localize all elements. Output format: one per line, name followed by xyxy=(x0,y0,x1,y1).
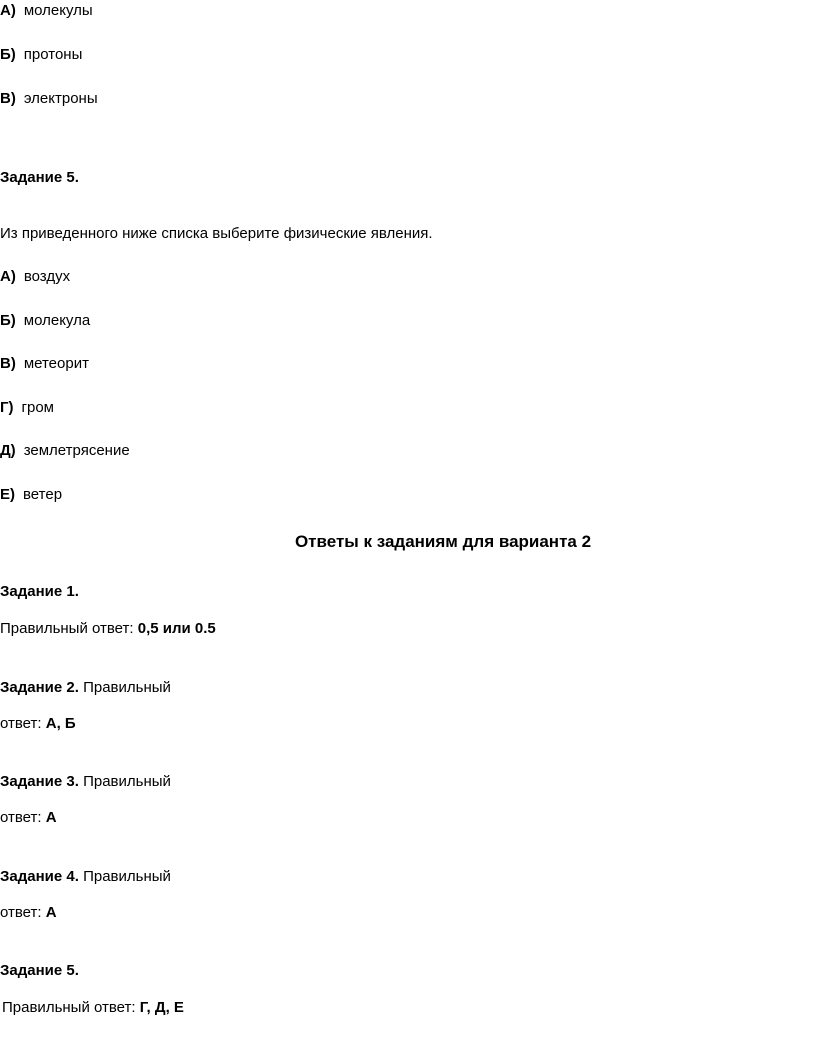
answer5-line xyxy=(2,998,184,1018)
answer-value: Г, Д, Е xyxy=(139,999,184,1016)
option-letter: В) xyxy=(0,90,16,107)
answer-label: Правильный xyxy=(83,679,171,696)
answer4-line2 xyxy=(0,903,57,923)
option-letter: В) xyxy=(0,355,16,372)
option-text: молекулы xyxy=(23,2,93,19)
answer1-line xyxy=(0,619,216,639)
answer4-line1 xyxy=(0,867,171,887)
answer3-line1 xyxy=(0,772,171,792)
option-text: метеорит xyxy=(23,355,89,372)
answer-value: А xyxy=(45,904,57,921)
answer-label: ответ: xyxy=(0,904,42,921)
answer-label: Правильный xyxy=(83,773,171,790)
task5-question: Из приведенного ниже списка выберите физические явления. xyxy=(0,225,433,242)
answer-label: ответ: xyxy=(0,715,42,732)
answer-label: Правильный ответ: xyxy=(2,999,136,1016)
q4-option-a xyxy=(0,1,93,21)
option-text: землетрясение xyxy=(23,442,130,459)
task5-heading: Задание 5. xyxy=(0,169,79,186)
option-text: молекула xyxy=(23,312,91,329)
task5-option-c xyxy=(0,354,89,374)
task5-option-e xyxy=(0,441,130,461)
answer-label: ответ: xyxy=(0,809,42,826)
answer-label: Правильный ответ: xyxy=(0,620,134,637)
option-letter: Б) xyxy=(0,46,16,63)
answers-title: Ответы к заданиям для варианта 2 xyxy=(294,532,592,551)
answer-value: 0,5 или 0.5 xyxy=(137,620,216,637)
option-letter: Б) xyxy=(0,312,16,329)
task5-option-f xyxy=(0,485,62,505)
answer1-heading: Задание 1. xyxy=(0,583,79,600)
answer2-line1 xyxy=(0,678,171,698)
option-letter: А) xyxy=(0,268,16,285)
task5-option-a xyxy=(0,267,70,287)
answer-heading: Задание 2. xyxy=(0,679,79,696)
task5-option-d xyxy=(0,398,54,418)
option-text: гром xyxy=(21,399,54,416)
option-letter: Д) xyxy=(0,442,16,459)
option-text: электроны xyxy=(23,90,98,107)
answer2-line2 xyxy=(0,714,76,734)
q4-option-c xyxy=(0,89,98,109)
option-letter: Е) xyxy=(0,486,15,503)
answer-value: А xyxy=(45,809,57,826)
task5-option-b xyxy=(0,311,90,331)
answer-value: А, Б xyxy=(45,715,76,732)
answer-heading: Задание 4. xyxy=(0,868,79,885)
q4-option-b xyxy=(0,45,82,65)
option-text: ветер xyxy=(23,486,63,503)
answer-label: Правильный xyxy=(83,868,171,885)
option-letter: А) xyxy=(0,2,16,19)
answer-heading: Задание 3. xyxy=(0,773,79,790)
option-text: воздух xyxy=(23,268,71,285)
answer3-line2 xyxy=(0,808,57,828)
option-text: протоны xyxy=(23,46,83,63)
answer5-heading: Задание 5. xyxy=(0,962,79,979)
option-letter: Г) xyxy=(0,399,14,416)
